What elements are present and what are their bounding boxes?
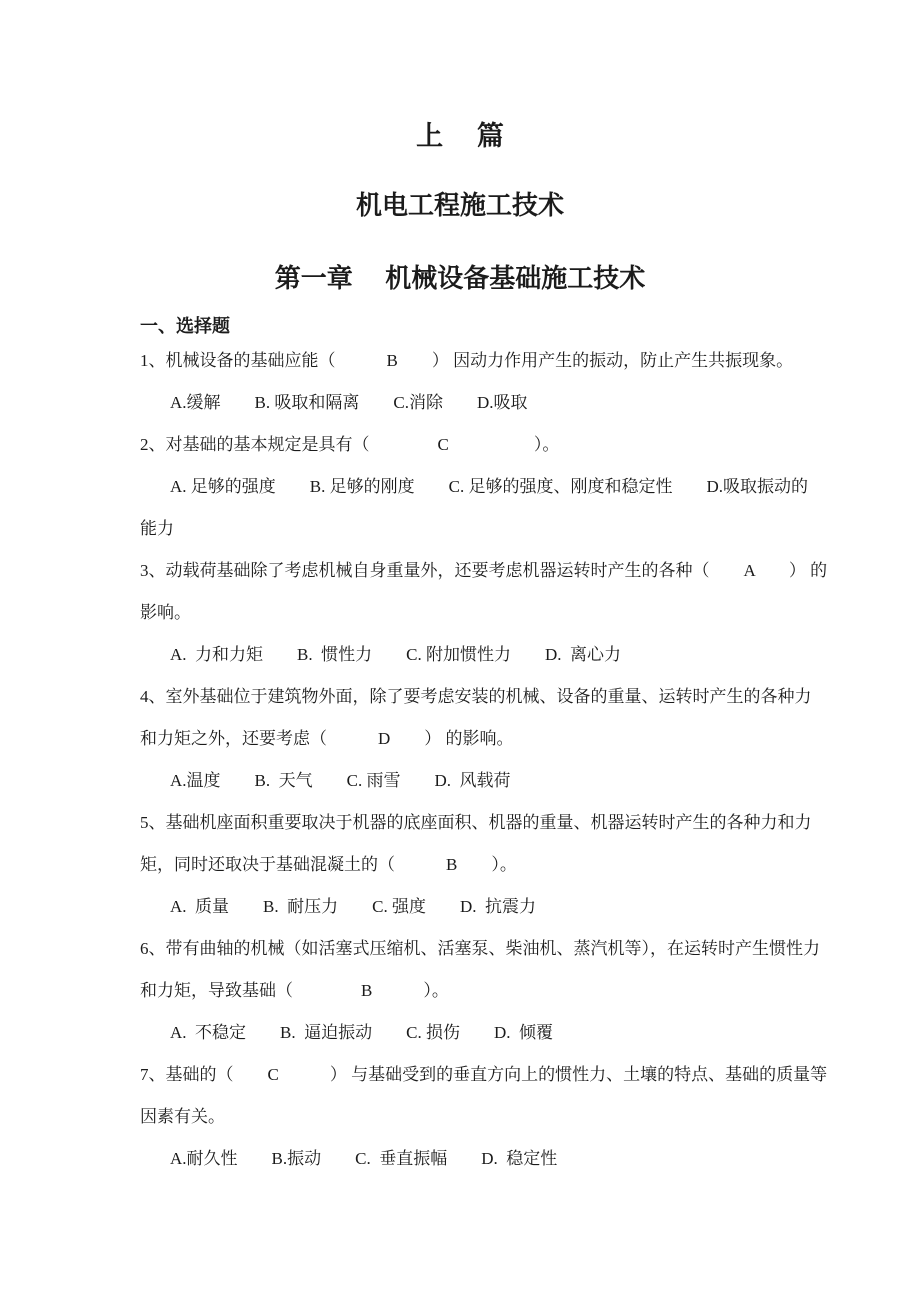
section-title: 一、选择题: [140, 316, 230, 336]
question-7-stem-continuation: 因素有关。: [140, 1107, 225, 1126]
question-3-options: A. 力和力矩 B. 惯性力 C. 附加惯性力 D. 离心力: [170, 645, 621, 664]
question-2-options-continuation: 能力: [140, 519, 174, 538]
question-3-stem: 3、动载荷基础除了考虑机械自身重量外，还要考虑机器运转时产生的各种（ A ） 的: [140, 561, 828, 580]
part-title: 上 篇: [416, 121, 504, 151]
question-7-options: A.耐久性 B.振动 C. 垂直振幅 D. 稳定性: [170, 1149, 558, 1168]
question-1-options: A.缓解 B. 吸取和隔离 C.消除 D.吸取: [170, 393, 528, 412]
question-2-stem: 2、对基础的基本规定是具有（ C ）。: [140, 435, 560, 454]
chapter-title: 第一章 机械设备基础施工技术: [274, 264, 646, 293]
question-list: [0, 312, 920, 1180]
question-6-stem-continuation: 和力矩，导致基础（ B ）。: [140, 981, 449, 1000]
question-5-stem: 5、基础机座面积重要取决于机器的底座面积、机器的重量、机器运转时产生的各种力和力: [140, 813, 812, 832]
question-4-stem: 4、室外基础位于建筑物外面，除了要考虑安装的机械、设备的重量、运转时产生的各种力: [140, 687, 812, 706]
question-6-options: A. 不稳定 B. 逼迫振动 C. 损伤 D. 倾覆: [170, 1023, 553, 1042]
question-5-stem-continuation: 矩，同时还取决于基础混凝土的（ B ）。: [140, 855, 517, 874]
question-7-stem: 7、基础的（ C ） 与基础受到的垂直方向上的惯性力、土壤的特点、基础的质量等: [140, 1065, 828, 1084]
title-block: [0, 0, 920, 296]
question-6-stem: 6、带有曲轴的机械（如活塞式压缩机、活塞泵、柴油机、蒸汽机等），在运转时产生惯性力: [140, 939, 820, 958]
question-1-stem: 1、机械设备的基础应能（ B ） 因动力作用产生的振动，防止产生共振现象。: [140, 351, 794, 370]
question-3-stem-continuation: 影响。: [140, 603, 191, 622]
question-5-options: A. 质量 B. 耐压力 C. 强度 D. 抗震力: [170, 897, 536, 916]
question-2-options: A. 足够的强度 B. 足够的刚度 C. 足够的强度、刚度和稳定性 D.吸取振动的: [170, 477, 808, 496]
question-4-options: A.温度 B. 天气 C. 雨雪 D. 风载荷: [170, 771, 511, 790]
question-4-stem-continuation: 和力矩之外，还要考虑（ D ） 的影响。: [140, 729, 514, 748]
book-title: 机电工程施工技术: [355, 191, 564, 220]
